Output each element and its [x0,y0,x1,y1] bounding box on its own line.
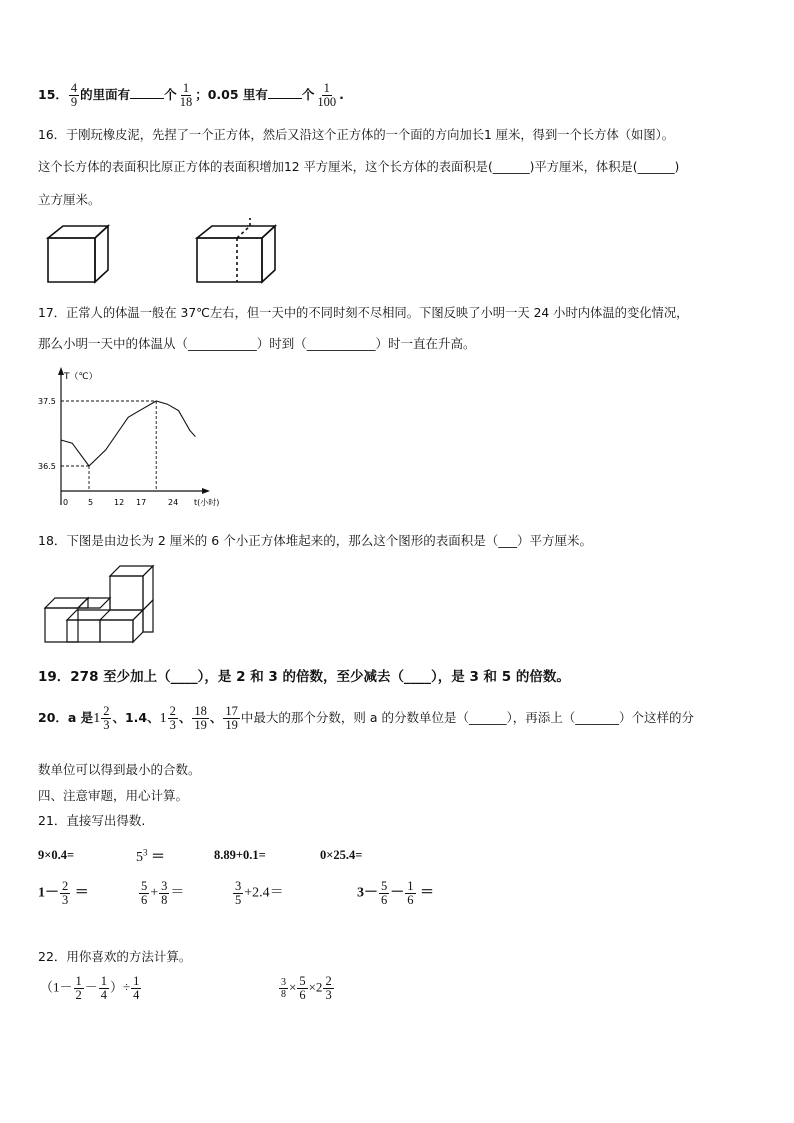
fraction-17-19: $\frac{17}{19}$ [225,704,238,732]
x-axis-title: t(小时) [194,498,220,507]
fraction-1-18: $\frac{1}{18}$ [179,81,193,109]
fraction-1-100: $\frac{1}{100}$ [317,81,337,109]
q22-expr-b: $\frac{3}{8}$ × $\frac{5}{6}$ ×2 $\frac{2}{3}$ [281,974,332,1002]
q18-stacked-cubes-figure [40,562,165,646]
q18-text: 18．下图是由边长为 2 厘米的 6 个小正方体堆起来的，那么这个图形的表面积是（___）平方厘米。 [38,533,592,548]
answer-blank[interactable] [130,98,164,99]
q19-text: 19．278 至少加上（____），是 2 和 3 的倍数，至少减去（____），是 3 和 5 的倍数。 [38,669,570,685]
y-tick-36-5: 36.5 [38,462,56,471]
q21-expr-8: 3－ $\frac{5}{6}$ － $\frac{1}{6}$ ＝ [357,879,434,907]
mixed-number-1-2-3: 1 $\frac{2}{3}$ [159,704,176,733]
temperature-series-line [61,401,195,466]
question-20: 20．a 是1 $\frac{2}{3}$ 、1.4、1 $\frac{2}{3}$ 、 $\frac{18}{19}$ 、 $\frac{17}{19}$ 中最大的那个分数，则 a 的分数单位是（______），再添上（_______）个这样的分 [38,704,694,733]
q16-figure-cube-and-cuboid [40,218,290,286]
question-15: 15． $\frac{4}{9}$ 的里面有 个 $\frac{1}{18}$ ；0.05 里有 个 $\frac{1}{100}$ . [38,81,344,109]
section-4-title: 四、注意审题，用心计算。 [38,788,189,803]
fraction-18-19: $\frac{18}{19}$ [194,704,207,732]
temperature-chart [36,365,236,515]
q21-expr-3: 8.89+0.1= [214,848,266,862]
x-tick-0: 0 [63,498,69,507]
x-axis-arrow [202,488,210,494]
q21-title: 21．直接写出得数. [38,813,146,828]
q21-expr-7: $\frac{3}{5}$ +2.4＝ [235,879,284,907]
q21-expr-1: 9×0.4= [38,848,75,862]
q21-expr-2: $5^3$ ＝ [136,847,165,865]
q16-line1: 16．于刚玩橡皮泥，先捏了一个正方体，然后又沿这个正方体的一个面的方向加长1 厘米，得到一个长方体（如图）。 [38,128,675,142]
x-tick-17: 17 [136,498,147,507]
q20-line2: 数单位可以得到最小的合数。 [38,762,201,777]
q16-line3: 立方厘米。 [38,192,101,207]
mixed-number-1-2-3: 1 $\frac{2}{3}$ [93,704,110,733]
q21-expr-4: 0×25.4= [320,848,363,862]
x-tick-5: 5 [88,498,94,507]
q22-title: 22．用你喜欢的方法计算。 [38,949,192,964]
q21-expr-6: $\frac{5}{6}$ + $\frac{3}{8}$ ＝ [141,879,185,907]
q17-line2: 那么小明一天中的体温从（___________）时到（___________）时一直在升高。 [38,336,476,351]
q17-line1: 17．正常人的体温一般在 37℃左右，但一天中的不同时刻不尽相同。下图反映了小明一天 24 小时内体温的变化情况， [38,306,689,320]
q21-expr-5: 1－ $\frac{2}{3}$ ＝ [38,879,89,907]
q15-number: 15． [38,87,68,102]
answer-blank[interactable] [268,98,302,99]
x-tick-24: 24 [168,498,179,507]
x-tick-12: 12 [114,498,125,507]
y-tick-37-5: 37.5 [38,397,56,406]
fraction-4-9: $\frac{4}{9}$ [70,81,78,109]
cube-figure [48,226,108,282]
y-axis-title: T（℃） [64,372,98,382]
cuboid-figure [197,218,275,282]
q22-expr-a: （1－ $\frac{1}{2}$ － $\frac{1}{4}$ ）÷ $\frac{1}{4}$ [40,974,140,1002]
q16-line2: 这个长方体的表面积比原正方体的表面积增加12 平方厘米，这个长方体的表面积是(______)平方厘米，体积是(______) [38,160,680,174]
